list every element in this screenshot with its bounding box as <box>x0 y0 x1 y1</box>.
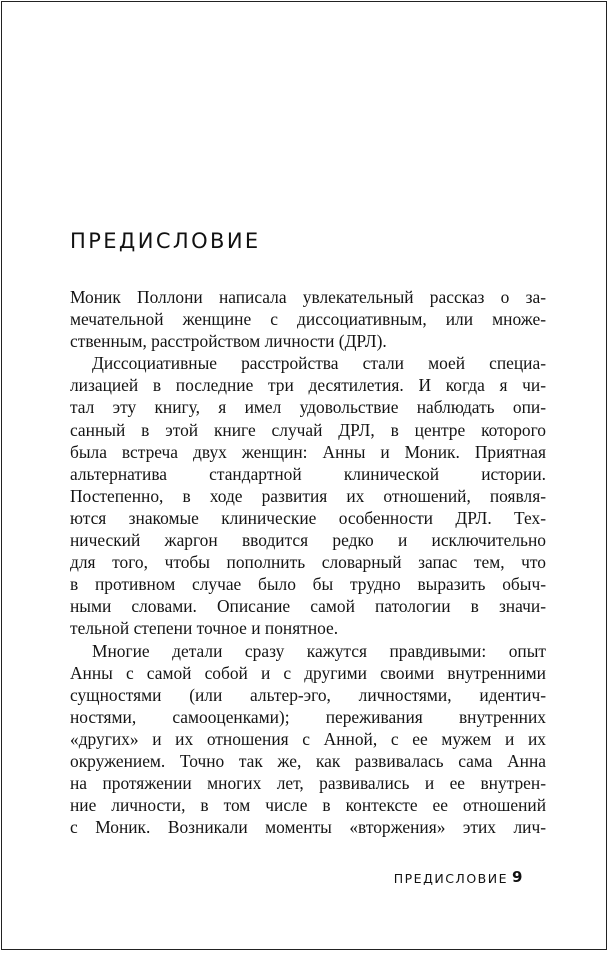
body-text <box>70 286 546 838</box>
text-line: ностями, самооценками); переживания внутренних <box>70 706 546 727</box>
text-line: в противном случае было бы трудно выразить обыч- <box>70 574 546 595</box>
page-number: 9 <box>512 868 523 886</box>
text-line: для того, чтобы пополнить словарный запас тем, что <box>70 552 546 573</box>
text-line: ются знакомые клинические особенности ДРЛ. Тех- <box>70 507 546 528</box>
text-line: альтернатива стандартной клинической истории. <box>70 463 546 484</box>
text-line: тельной степени точное и понятное. <box>70 618 339 639</box>
chapter-title: ПРЕДИСЛОВИЕ <box>70 229 261 253</box>
text-line: с Моник. Возникали моменты «вторжения» этих лич- <box>70 817 546 838</box>
text-line: ными словами. Описание самой патологии в значи- <box>70 596 546 617</box>
text-line: окружением. Точно так же, как развивалась сама Анна <box>70 750 546 771</box>
text-line: была встреча двух женщин: Анны и Моник. Приятная <box>70 441 546 462</box>
text-line: тал эту книгу, я имел удовольствие наблюдать опи- <box>70 397 546 418</box>
text-line: «других» и их отношения с Анной, с ее мужем и их <box>70 728 546 749</box>
text-line: Анны с самой собой и с другими своими внутренними <box>70 662 546 683</box>
text-line: Постепенно, в ходе развития их отношений, появля- <box>70 485 546 506</box>
text-line: сущностями (или альтер-эго, личностями, идентич- <box>70 684 546 705</box>
text-line: мечательной женщине с диссоциативным, или множе- <box>70 309 546 330</box>
text-line: Диссоциативные расстройства стали моей специа- <box>92 353 546 374</box>
text-line: ние личности, в том числе в контексте ее отношений <box>70 795 546 816</box>
text-line: ственным, расстройством личности (ДРЛ). <box>70 331 387 352</box>
running-head: ПРЕДИСЛОВИЕ <box>393 871 508 886</box>
text-line: на протяжении многих лет, развивались и ее внутрен- <box>70 773 546 794</box>
text-line: нический жаргон вводится редко и исключительно <box>70 530 546 551</box>
text-line: лизацией в последние три десятилетия. И когда я чи- <box>70 375 546 396</box>
text-line: Многие детали сразу кажутся правдивыми: опыт <box>92 640 546 661</box>
text-line: санный в этой книге случай ДРЛ, в центре которого <box>70 419 546 440</box>
text-line: Моник Поллони написала увлекательный рассказ о за- <box>70 287 546 307</box>
